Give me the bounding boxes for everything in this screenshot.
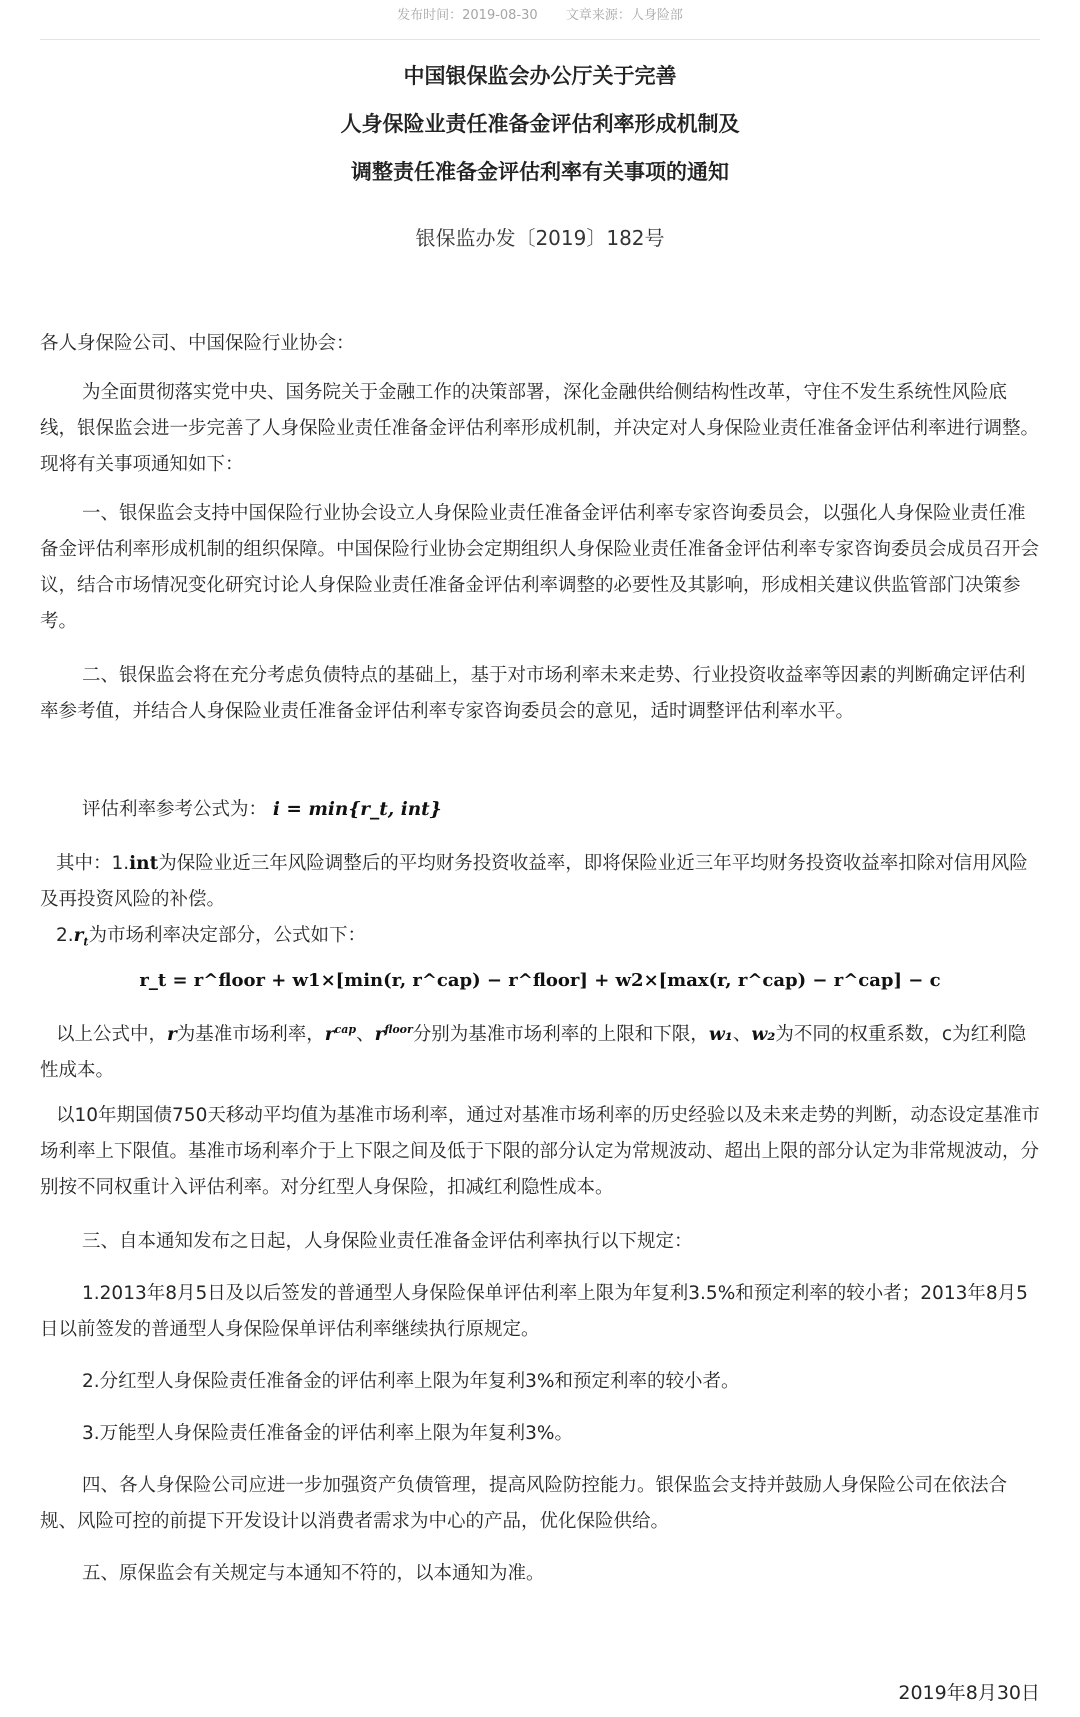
item-4-paragraph: 四、各人身保险公司应进一步加强资产负债管理，提高风险防控能力。银保监会支持并鼓励人身保险公司在依法合规、风险可控的前提下开发设计以消费者需求为中心的产品，优化保险供给。 bbox=[40, 1475, 1008, 1532]
rt-paragraph bbox=[40, 918, 1040, 961]
formula-label: 评估利率参考公式为： bbox=[82, 799, 268, 820]
where-paragraph bbox=[40, 846, 1040, 918]
explain-sep-2: 、 bbox=[732, 1024, 752, 1046]
explain-b: 为基准市场利率， bbox=[176, 1024, 325, 1046]
r-cap-symbol: $r^{cap}$ bbox=[324, 1023, 357, 1046]
explain-c: 分别为基准市场利率的上限和下限， bbox=[412, 1024, 709, 1046]
item-3-2-paragraph: 2.分红型人身保险责任准备金的评估利率上限为年复利3%和预定利率的较小者。 bbox=[82, 1371, 740, 1392]
main-formula bbox=[0, 970, 1080, 991]
item-2-paragraph: 二、银保监会将在充分考虑负债特点的基础上，基于对市场利率未来走势、行业投资收益率等因素的判断确定评估利率参考值，并结合人身保险业责任准备金评估利率专家咨询委员会的意见，适时调整评估利率水平。 bbox=[40, 665, 1026, 722]
explain-paragraph bbox=[40, 1012, 1040, 1089]
header-divider bbox=[40, 39, 1040, 40]
issue-date: 2019年8月30日 bbox=[898, 1682, 1040, 1704]
document-number: 银保监办发〔2019〕182号 bbox=[415, 226, 665, 250]
explain-sep: 、 bbox=[356, 1024, 375, 1046]
article-meta bbox=[0, 4, 1080, 23]
r-floor-sup: floor bbox=[384, 1023, 413, 1036]
formula-reference-line bbox=[40, 792, 1040, 828]
title-line-2: 人身保险业责任准备金评估利率形成机制及 bbox=[340, 112, 740, 136]
r-cap-sup: cap bbox=[334, 1023, 357, 1036]
title-line-3: 调整责任准备金评估利率有关事项的通知 bbox=[351, 160, 729, 184]
w2-symbol: w₂ bbox=[751, 1024, 776, 1046]
item-3-1-paragraph: 1.2013年8月5日及以后签发的普通型人身保险保单评估利率上限为年复利3.5%和预定利率的较小者；2013年8月5日以前签发的普通型人身保险保单评估利率继续执行原规定。 bbox=[40, 1283, 1028, 1340]
rt-symbol-letter: r bbox=[73, 925, 84, 946]
where-prefix: 其中：1. bbox=[56, 853, 130, 874]
explain-a: 以上公式中， bbox=[56, 1024, 168, 1046]
item-5-paragraph: 五、原保监会有关规定与本通知不符的，以本通知为准。 bbox=[82, 1563, 545, 1584]
item-1-paragraph: 一、银保监会支持中国保险行业协会设立人身保险业责任准备金评估利率专家咨询委员会，以强化人身保险业责任准备金评估利率形成机制的组织保障。中国保险行业协会定期组织人身保险业责任准备金评估利率专家咨询委员会成员召开会议，结合市场情况变化研究讨论人身保险业责任准备金评估利率调整的必要性及其影响，形成相关建议供监管部门决策参考。 bbox=[40, 503, 1040, 632]
publish-time: 发布时间：2019-08-30 bbox=[397, 8, 538, 23]
rt-prefix: 2. bbox=[56, 925, 74, 946]
title-line-1: 中国银保监会办公厅关于完善 bbox=[403, 64, 677, 88]
int-symbol: int bbox=[129, 853, 159, 874]
w1-symbol: w₁ bbox=[708, 1024, 733, 1046]
main-formula-text: r_t = r^floor + w1×[min(r, r^cap) − r^floor] + w2×[max(r, r^cap) − r^cap] − c bbox=[139, 970, 941, 991]
r-floor-symbol: $r^{floor}$ bbox=[374, 1023, 413, 1046]
formula-reference bbox=[273, 799, 442, 820]
rt-symbol-sub: t bbox=[83, 935, 89, 949]
explain-d: 为不同的权重系数，c为红利隐性成本。 bbox=[40, 1024, 1027, 1082]
article-source: 文章来源：人身险部 bbox=[565, 8, 683, 23]
item-3-3-paragraph: 3.万能型人身保险责任准备金的评估利率上限为年复利3%。 bbox=[82, 1423, 574, 1444]
salutation: 各人身保险公司、中国保险行业协会： bbox=[40, 333, 355, 354]
explain-r-symbol: r bbox=[167, 1024, 177, 1046]
benchmark-paragraph: 以10年期国债750天移动平均值为基准市场利率，通过对基准市场利率的历史经验以及未来走势的判断，动态设定基准市场利率上下限值。基准市场利率介于上下限之间及低于下限的部分认定为常规波动、超出上限的部分认定为非常规波动，分别按不同权重计入评估利率。对分红型人身保险，扣减红利隐性成本。 bbox=[40, 1105, 1040, 1198]
formula-reference-text: i = min{r_t, int} bbox=[272, 799, 442, 820]
rt-symbol bbox=[73, 925, 89, 949]
rt-text: 为市场利率决定部分，公式如下： bbox=[88, 925, 367, 946]
intro-paragraph: 为全面贯彻落实党中央、国务院关于金融工作的决策部署，深化金融供给侧结构性改革，守住不发生系统性风险底线，银保监会进一步完善了人身保险业责任准备金评估利率形成机制，并决定对人身保险业责任准备金评估利率进行调整。现将有关事项通知如下： bbox=[40, 382, 1040, 475]
item-3-paragraph: 三、自本通知发布之日起，人身保险业责任准备金评估利率执行以下规定： bbox=[82, 1231, 693, 1252]
where-text: 为保险业近三年风险调整后的平均财务投资收益率，即将保险业近三年平均财务投资收益率扣除对信用风险及再投资风险的补偿。 bbox=[40, 853, 1028, 910]
